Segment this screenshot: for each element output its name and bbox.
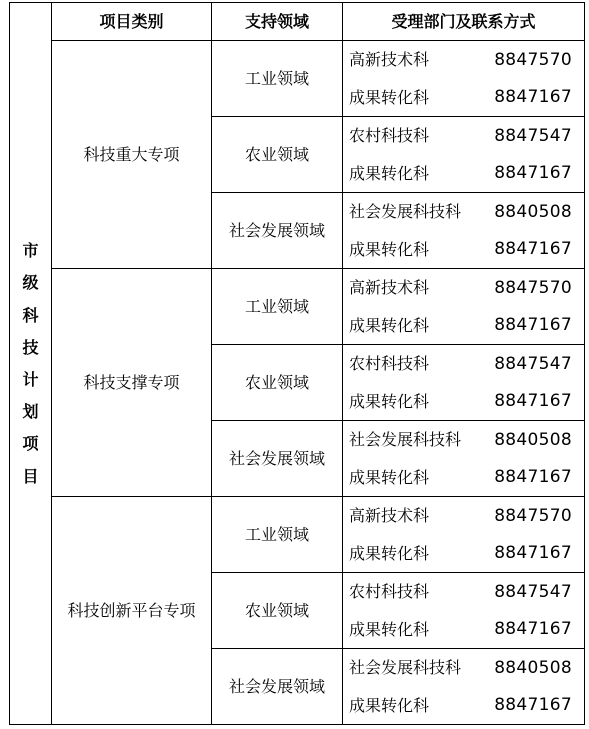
dept-name: 成果转化科 bbox=[349, 391, 430, 411]
header-category: 项目类别 bbox=[52, 3, 212, 41]
phone-number: 8847167 bbox=[494, 239, 572, 260]
contact-cell bbox=[343, 421, 585, 497]
dept-name: 社会发展科技科 bbox=[349, 430, 462, 450]
side-title bbox=[10, 3, 52, 725]
contact-cell bbox=[343, 193, 585, 269]
phone-number: 8840508 bbox=[494, 657, 572, 678]
contact-cell bbox=[343, 41, 585, 117]
dept-name: 成果转化科 bbox=[349, 87, 430, 107]
contact-line bbox=[343, 497, 584, 535]
header-contact: 受理部门及联系方式 bbox=[343, 3, 585, 41]
contact-cell bbox=[343, 117, 585, 193]
dept-name: 农村科技科 bbox=[349, 354, 430, 374]
contact-line bbox=[343, 421, 584, 459]
contact-line bbox=[343, 535, 584, 573]
dept-name: 成果转化科 bbox=[349, 163, 430, 183]
side-title-char: 市 bbox=[22, 241, 39, 261]
phone-number: 8847167 bbox=[494, 543, 572, 564]
side-title-char: 技 bbox=[22, 337, 39, 357]
dept-name: 成果转化科 bbox=[349, 239, 430, 259]
contact-cell bbox=[343, 345, 585, 421]
dept-name: 社会发展科技科 bbox=[349, 202, 462, 222]
contact-line bbox=[343, 573, 584, 611]
contact-cell bbox=[343, 497, 585, 573]
phone-number: 8847167 bbox=[494, 467, 572, 488]
side-title-char: 级 bbox=[22, 273, 39, 293]
field-cell: 农业领域 bbox=[212, 573, 343, 649]
plan-contact-table bbox=[9, 2, 585, 725]
side-title-char: 目 bbox=[22, 466, 39, 486]
phone-number: 8847570 bbox=[494, 277, 572, 298]
dept-name: 高新技术科 bbox=[349, 50, 430, 70]
field-cell: 农业领域 bbox=[212, 117, 343, 193]
phone-number: 8847167 bbox=[494, 391, 572, 412]
phone-number: 8847570 bbox=[494, 49, 572, 70]
header-row bbox=[10, 3, 585, 41]
contact-line bbox=[343, 307, 584, 345]
contact-line bbox=[343, 79, 584, 117]
table-row bbox=[10, 269, 585, 345]
contact-cell bbox=[343, 573, 585, 649]
contact-line bbox=[343, 193, 584, 231]
contact-line bbox=[343, 459, 584, 497]
phone-number: 8847547 bbox=[494, 581, 572, 602]
contact-line bbox=[343, 687, 584, 725]
contact-line bbox=[343, 383, 584, 421]
contact-line bbox=[343, 269, 584, 307]
category-cell: 科技支撑专项 bbox=[52, 269, 212, 497]
contact-line bbox=[343, 41, 584, 79]
dept-name: 农村科技科 bbox=[349, 582, 430, 602]
category-cell: 科技重大专项 bbox=[52, 41, 212, 269]
phone-number: 8847167 bbox=[494, 87, 572, 108]
contact-line bbox=[343, 611, 584, 649]
table-row bbox=[10, 497, 585, 573]
header-field: 支持领域 bbox=[212, 3, 343, 41]
contact-line bbox=[343, 231, 584, 269]
dept-name: 成果转化科 bbox=[349, 695, 430, 715]
dept-name: 成果转化科 bbox=[349, 467, 430, 487]
field-cell: 工业领域 bbox=[212, 41, 343, 117]
side-title-char: 科 bbox=[22, 305, 39, 325]
field-cell: 农业领域 bbox=[212, 345, 343, 421]
phone-number: 8847570 bbox=[494, 505, 572, 526]
field-cell: 社会发展领域 bbox=[212, 193, 343, 269]
contact-line bbox=[343, 649, 584, 687]
phone-number: 8847167 bbox=[494, 619, 572, 640]
dept-name: 社会发展科技科 bbox=[349, 658, 462, 678]
field-cell: 工业领域 bbox=[212, 497, 343, 573]
phone-number: 8847167 bbox=[494, 163, 572, 184]
phone-number: 8847167 bbox=[494, 695, 572, 716]
dept-name: 高新技术科 bbox=[349, 278, 430, 298]
contact-cell bbox=[343, 649, 585, 725]
phone-number: 8847167 bbox=[494, 315, 572, 336]
dept-name: 成果转化科 bbox=[349, 619, 430, 639]
field-cell: 社会发展领域 bbox=[212, 421, 343, 497]
phone-number: 8840508 bbox=[494, 429, 572, 450]
category-cell: 科技创新平台专项 bbox=[52, 497, 212, 725]
field-cell: 社会发展领域 bbox=[212, 649, 343, 725]
contact-line bbox=[343, 345, 584, 383]
dept-name: 农村科技科 bbox=[349, 126, 430, 146]
contact-line bbox=[343, 155, 584, 193]
dept-name: 高新技术科 bbox=[349, 506, 430, 526]
dept-name: 成果转化科 bbox=[349, 543, 430, 563]
phone-number: 8847547 bbox=[494, 125, 572, 146]
field-cell: 工业领域 bbox=[212, 269, 343, 345]
side-title-char: 项 bbox=[22, 434, 39, 454]
phone-number: 8847547 bbox=[494, 353, 572, 374]
side-title-char: 计 bbox=[22, 370, 39, 389]
contact-line bbox=[343, 117, 584, 155]
table-row bbox=[10, 41, 585, 117]
phone-number: 8840508 bbox=[494, 201, 572, 222]
dept-name: 成果转化科 bbox=[349, 315, 430, 335]
contact-cell bbox=[343, 269, 585, 345]
side-title-char: 划 bbox=[22, 402, 39, 422]
